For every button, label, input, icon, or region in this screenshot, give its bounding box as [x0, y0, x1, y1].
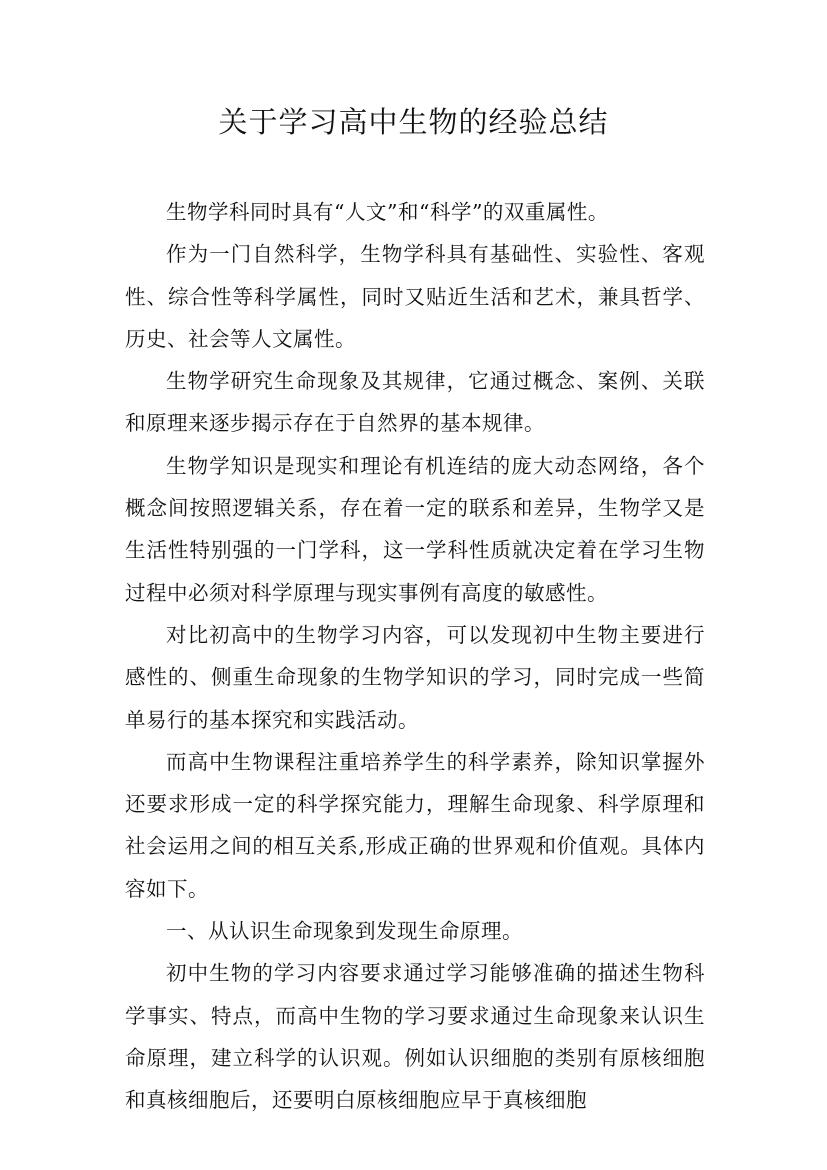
- paragraph-1: 生物学科同时具有“人文”和“科学”的双重属性。: [166, 200, 609, 224]
- paragraph-7: 初中生物的学习内容要求通过学习能够准确的描述生物科学事实、特点，而高中生物的学习要求通过生命现象来认识生命原理，建立科学的认识观。例如认识细胞的类别有原核细胞和真核细胞后，还要明白原核细胞应早于真核细胞: [125, 961, 705, 1113]
- paragraph-4: 生物学知识是现实和理论有机连结的庞大动态网络，各个概念间按照逻辑关系，存在着一定的联系和差异，生物学又是生活性特别强的一门学科，这一学科性质就决定着在学习生物过程中必须对科学原理与现实事例有高度的敏感性。: [125, 453, 705, 605]
- paragraph-6: 而高中生物课程注重培养学生的科学素养，除知识掌握外还要求形成一定的科学探究能力，理解生命现象、科学原理和社会运用之间的相互关系,形成正确的世界观和价值观。具体内容如下。: [125, 749, 705, 901]
- section-heading-1: 一、从认识生命现象到发现生命原理。: [166, 919, 523, 944]
- paragraph-3: 生物学研究生命现象及其规律，它通过概念、案例、关联和原理来逐步揭示存在于自然界的基本规律。: [125, 369, 705, 436]
- paragraph-2: 作为一门自然科学，生物学科具有基础性、实验性、客观性、综合性等科学属性，同时又贴近生活和艺术，兼具哲学、历史、社会等人文属性。: [125, 242, 705, 351]
- document-title: 关于学习高中生物的经验总结: [218, 105, 609, 139]
- document-body: [125, 191, 705, 1122]
- paragraph-5: 对比初高中的生物学习内容，可以发现初中生物主要进行感性的、侧重生命现象的生物学知识的学习，同时完成一些简单易行的基本探究和实践活动。: [125, 622, 705, 732]
